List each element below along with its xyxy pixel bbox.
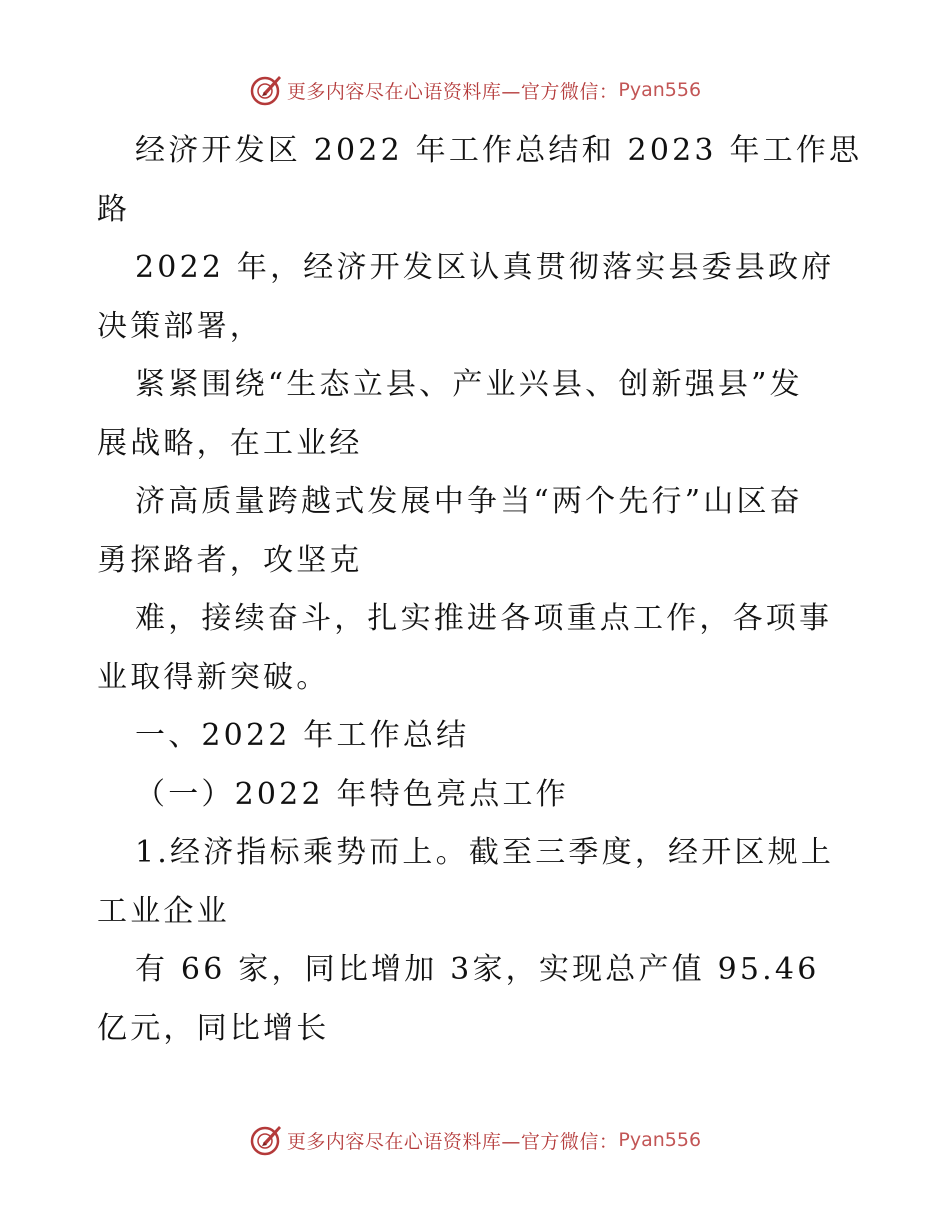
subsection-heading: （一）2022 年特色亮点工作 (135, 776, 569, 812)
quill-pen-logo-icon (249, 1123, 283, 1157)
footer-watermark-banner (0, 1120, 950, 1160)
paragraph: 2022 年，经济开发区认真贯彻落实县委县政府 决策部署， (97, 250, 835, 344)
quill-pen-logo-icon (249, 73, 283, 107)
watermark-text: 更多内容尽在心语资料库—官方微信： (286, 80, 619, 103)
header-watermark-banner (0, 70, 950, 110)
watermark-wechat-id: Pyan556 (618, 79, 702, 101)
document-title: 经济开发区 2022 年工作总结和 2023 年工作思 路 (97, 133, 863, 227)
watermark-text: 更多内容尽在心语资料库—官方微信： (286, 1130, 619, 1153)
paragraph: 有 66 家，同比增加 3家，实现总产值 95.46 亿元，同比增长 (97, 952, 820, 1046)
paragraph: 1.经济指标乘势而上。截至三季度，经开区规上 工业企业 (97, 835, 835, 929)
document-body (97, 122, 863, 1058)
paragraph: 难，接续奋斗，扎实推进各项重点工作，各项事 业取得新突破。 (97, 601, 833, 695)
watermark-wechat-id: Pyan556 (618, 1129, 702, 1151)
paragraph: 紧紧围绕“生态立县、产业兴县、创新强县”发 展战略，在工业经 (97, 367, 803, 461)
section-heading: 一、2022 年工作总结 (135, 718, 470, 753)
paragraph: 济高质量跨越式发展中争当“两个先行”山区奋 勇探路者，攻坚克 (97, 484, 803, 578)
